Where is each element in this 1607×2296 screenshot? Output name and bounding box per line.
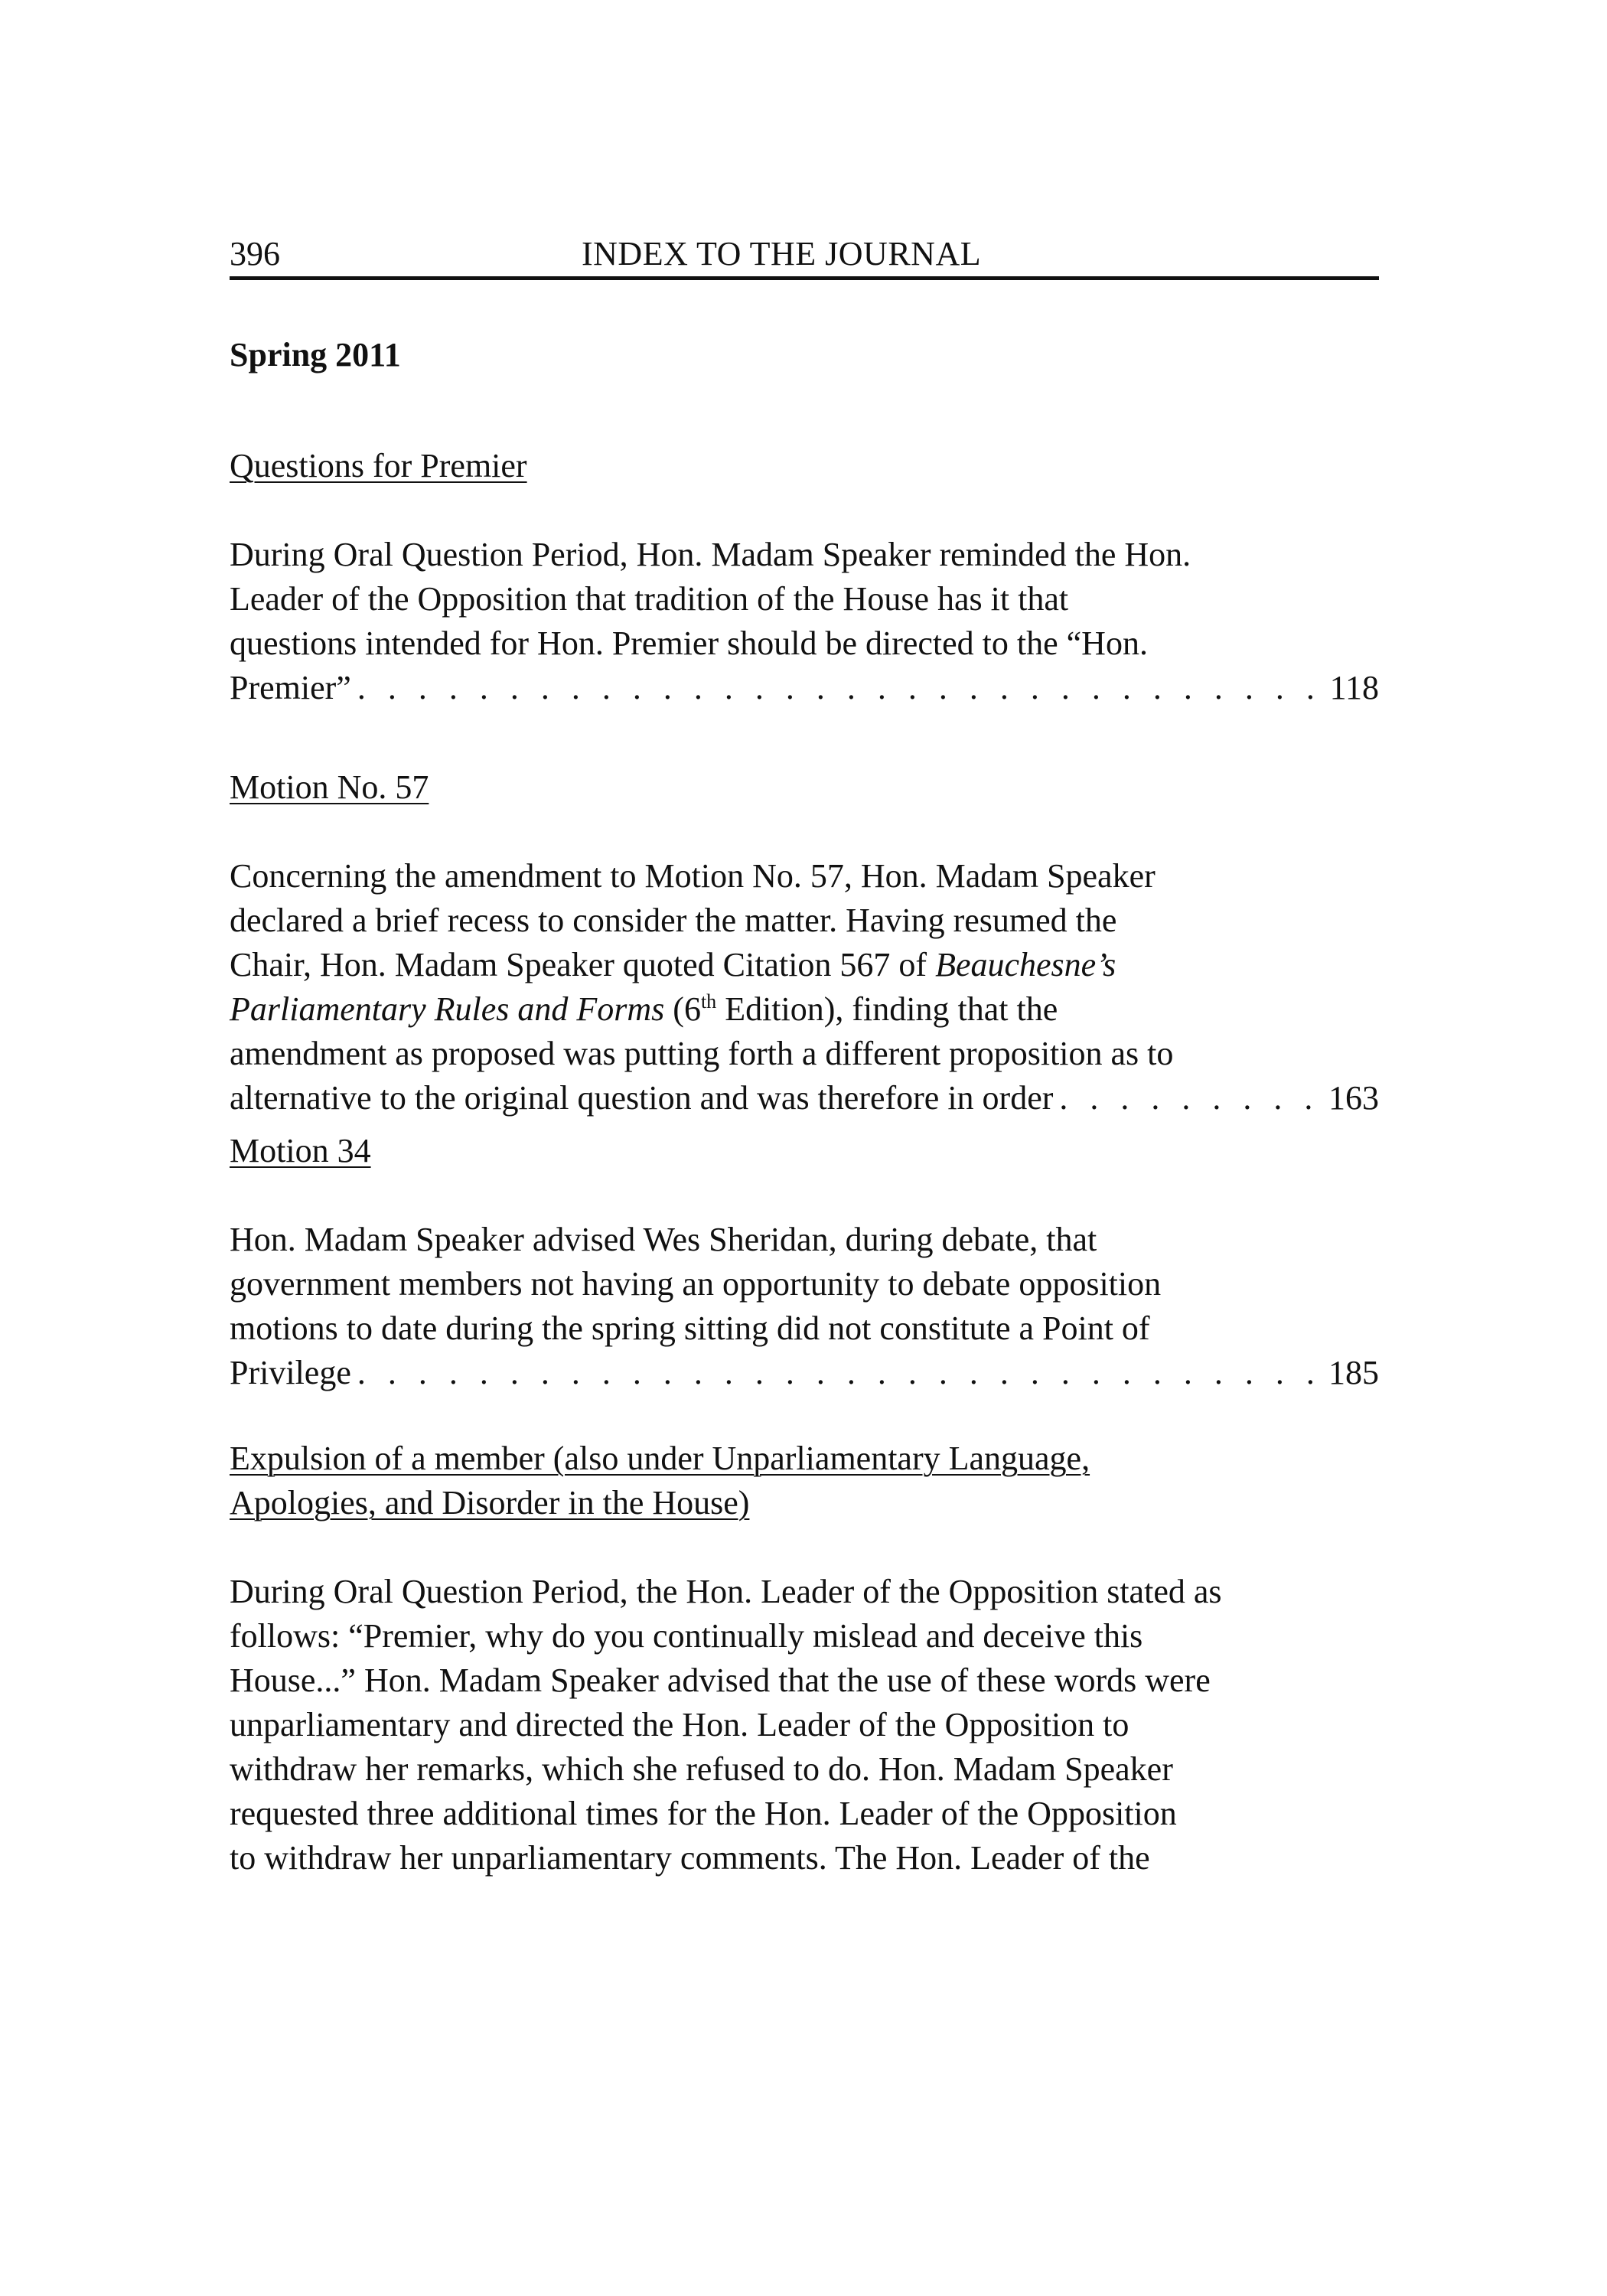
- ordinal-superscript: th: [700, 990, 717, 1013]
- index-topic-motion-no-57: [230, 765, 1379, 1120]
- entry-line-text: Premier”: [230, 669, 351, 706]
- index-entry: [230, 1570, 1379, 1880]
- entry-line: to withdraw her unparliamentary comments. The Hon. Leader of the: [230, 1839, 1150, 1877]
- index-topic-questions-for-premier: [230, 444, 1379, 710]
- running-title: INDEX TO THE JOURNAL: [582, 235, 982, 272]
- dot-leader: [357, 666, 1324, 710]
- index-topic-motion-34: [230, 1129, 1379, 1395]
- topic-heading: Questions for Premier: [230, 447, 527, 484]
- page-reference: 118: [1329, 669, 1379, 706]
- page-number: 396: [230, 235, 280, 272]
- entry-line-with-leader: [230, 666, 1379, 710]
- entry-line-text: alternative to the original question and was therefore in order: [230, 1079, 1054, 1117]
- entry-text: Chair, Hon. Madam Speaker quoted Citation 567 of: [230, 946, 927, 983]
- running-header: [230, 232, 1379, 280]
- entry-line: requested three additional times for the Hon. Leader of the Opposition: [230, 1795, 1177, 1832]
- citation-title-italic: Parliamentary Rules and Forms: [230, 990, 665, 1028]
- page-reference: 185: [1328, 1354, 1379, 1391]
- entry-line-text: Privilege: [230, 1354, 351, 1391]
- topic-heading-line: Apologies, and Disorder in the House): [230, 1484, 750, 1521]
- entry-line: Concerning the amendment to Motion No. 57, Hon. Madam Speaker: [230, 857, 1156, 895]
- index-entry: [230, 533, 1379, 710]
- entry-text: Edition), finding that the: [725, 990, 1058, 1028]
- citation-title-italic: Beauchesne’s: [935, 946, 1116, 983]
- index-topic-expulsion-of-a-member: [230, 1437, 1379, 1880]
- entry-line: amendment as proposed was putting forth a different proposition as to: [230, 1035, 1174, 1072]
- season-heading: Spring 2011: [230, 336, 401, 373]
- entry-line: unparliamentary and directed the Hon. Leader of the Opposition to: [230, 1706, 1129, 1743]
- topic-heading: [230, 1437, 1379, 1525]
- topic-heading: Motion 34: [230, 1132, 371, 1169]
- index-entry: [230, 1218, 1379, 1395]
- entry-line: follows: “Premier, why do you continually mislead and deceive this: [230, 1617, 1143, 1655]
- entry-line-with-leader: [230, 1076, 1379, 1120]
- entry-line: withdraw her remarks, which she refused to do. Hon. Madam Speaker: [230, 1750, 1173, 1788]
- entry-line: [230, 943, 1379, 987]
- entry-line: Leader of the Opposition that tradition of the House has it that: [230, 580, 1069, 618]
- topic-heading: Motion No. 57: [230, 768, 429, 806]
- entry-line: questions intended for Hon. Premier should be directed to the “Hon.: [230, 625, 1148, 662]
- entry-text: (6: [673, 990, 701, 1028]
- page-reference: 163: [1328, 1079, 1379, 1117]
- entry-line: During Oral Question Period, Hon. Madam Speaker reminded the Hon.: [230, 536, 1191, 573]
- dot-leader: [357, 1351, 1322, 1395]
- entry-line: declared a brief recess to consider the matter. Having resumed the: [230, 902, 1117, 939]
- entry-line: government members not having an opportunity to debate opposition: [230, 1265, 1162, 1303]
- entry-line: [230, 987, 1379, 1032]
- entry-line: House...” Hon. Madam Speaker advised that the use of these words were: [230, 1662, 1211, 1699]
- index-entry: [230, 854, 1379, 1120]
- entry-line: During Oral Question Period, the Hon. Leader of the Opposition stated as: [230, 1573, 1222, 1610]
- dot-leader: [1059, 1076, 1322, 1120]
- entry-line: Hon. Madam Speaker advised Wes Sheridan, during debate, that: [230, 1221, 1097, 1258]
- entry-line-with-leader: [230, 1351, 1379, 1395]
- topic-heading-line: Expulsion of a member (also under Unparliamentary Language,: [230, 1440, 1090, 1477]
- entry-line: motions to date during the spring sitting did not constitute a Point of: [230, 1309, 1150, 1347]
